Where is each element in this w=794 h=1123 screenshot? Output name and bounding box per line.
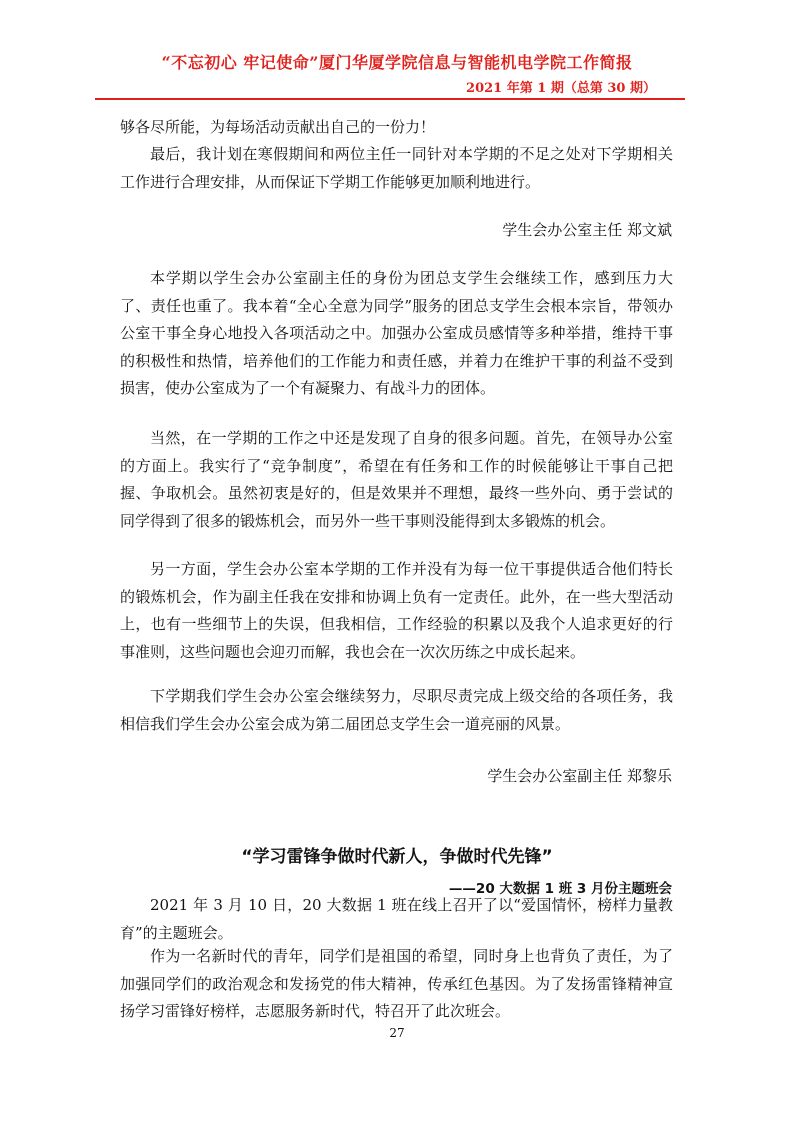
- paragraph: 够各尽所能，为每场活动贡献出自己的一份力！: [120, 118, 436, 136]
- paragraph: 最后，我计划在寒假期间和两位主任一同针对本学期的不足之处对下学期相关工作进行合理安排，从而保证下学期工作能够更加顺利地进行。: [120, 145, 673, 191]
- paragraph: 作为一名新时代的青年，同学们是祖国的希望，同时身上也背负了责任，为了加强同学们的政治观念和发扬党的伟大精神，传承红色基因。为了发扬雷锋精神宣扬学习雷锋好榜样，志愿服务新时代，特召开了此次班会。: [120, 947, 673, 1020]
- bulletin-title: “不忘初心 牢记使命”厦门华厦学院信息与智能机电学院工作简报: [161, 53, 633, 72]
- signature: 学生会办公室主任 郑文斌: [502, 221, 672, 239]
- section-title: “学习雷锋争做时代新人，争做时代先锋”: [241, 847, 553, 867]
- paragraph: 另一方面，学生会办公室本学期的工作并没有为每一位干事提供适合他们特长的锻炼机会，作为副主任我在安排和协调上负有一定责任。此外，在一些大型活动上，也有一些细节上的失误，但我相信，工作经验的积累以及我个人追求更好的行事准则，这些问题也会迎刃而解，我也会在一次次历练之中成长起来。: [120, 560, 673, 661]
- paragraph: 本学期以学生会办公室副主任的身份为团总支学生会继续工作，感到压力大了、责任也重了。我本着“全心全意为同学”服务的团总支学生会根本宗旨，带领办公室干事全身心地投入各项活动之中。加强办公室成员感情等多种举措，维持干事的积极性和热情，培养他们的工作能力和责任感，并着力在维护干事的利益不受到损害，使办公室成为了一个有凝聚力、有战斗力的团体。: [120, 269, 673, 397]
- issue-number: 2021 年第 1 期（总第 30 期）: [466, 81, 656, 96]
- section-subtitle: ——20 大数据 1 班 3 月份主题班会: [448, 881, 672, 897]
- paragraph: 2021 年 3 月 10 日，20 大数据 1 班在线上召开了以“爱国情怀，榜样力量教育”的主题班会。: [120, 896, 673, 942]
- paragraph: 下学期我们学生会办公室会继续努力，尽职尽责完成上级交给的各项任务，我相信我们学生会办公室会成为第二届团总支学生会一道亮丽的风景。: [120, 687, 673, 733]
- paragraph: 当然，在一学期的工作之中还是发现了自身的很多问题。首先，在领导办公室的方面上。我实行了“竞争制度”，希望在有任务和工作的时候能够让干事自己把握、争取机会。虽然初衷是好的，但是效果并不理想，最终一些外向、勇于尝试的同学得到了很多的锻炼机会，而另外一些干事则没能得到太多锻炼的机会。: [120, 429, 673, 530]
- header-divider: [95, 98, 685, 100]
- page-number: 27: [389, 1026, 405, 1040]
- signature: 学生会办公室副主任 郑黎乐: [487, 767, 672, 785]
